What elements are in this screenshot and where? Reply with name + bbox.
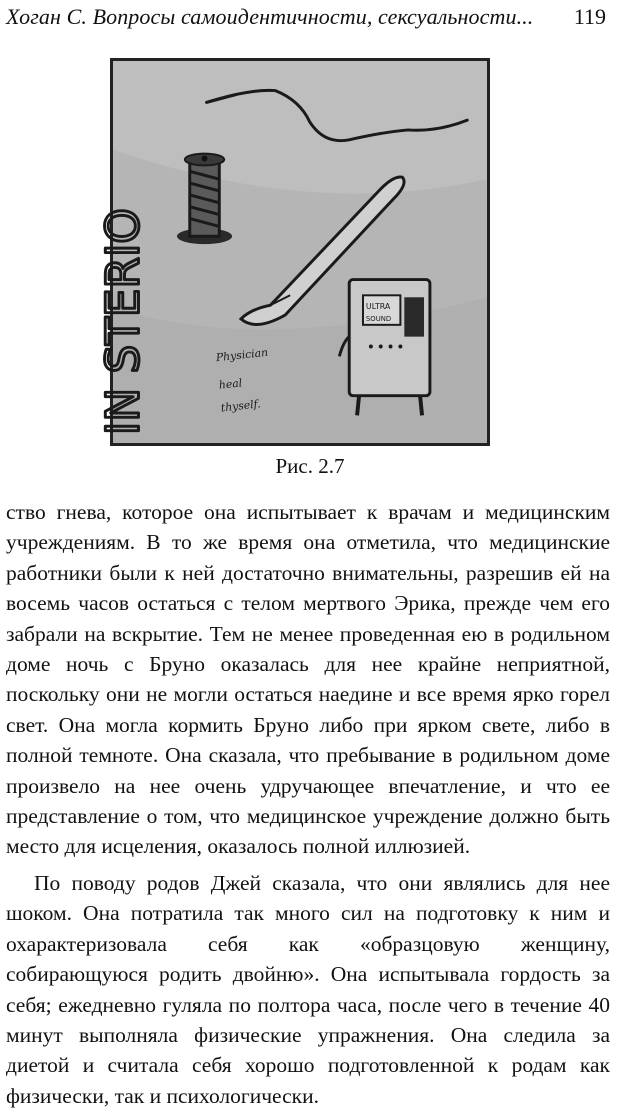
drawing-illustration <box>96 61 487 443</box>
figure-caption: Рис. 2.7 <box>275 454 345 478</box>
machine-label-sound: SOUND <box>365 314 392 323</box>
vertical-text-drawing <box>97 208 150 435</box>
running-title: Хоган С. Вопросы самоидентичности, сексуальности... <box>6 4 534 29</box>
body-text <box>6 497 610 1111</box>
handwritten-line-1: Physician <box>215 345 269 365</box>
running-header <box>6 2 606 32</box>
paragraph: ство гнева, которое она испытывает к врачам и медицинским учреждениям. В то же время она отметила, что медицинские работники были к ней достаточно внимательны, разрешив ей на восемь часов остаться с телом мертвого Эрика, прежде чем его забрали на вскрытие. Тем не менее проведенная ею в родильном доме ночь с Бруно оказалась для нее крайне неприятной, поскольку они не могли остаться наедине и все время ярко горел свет. Она могла кормить Бруно либо при ярком свете, либо в полной темноте. Она сказала, что пребывание в родильном доме произвело на нее очень удручающее впечатление, и что ее представление о том, что медицинское учреждение должно быть место для исцеления, оказалось полной иллюзией. <box>6 500 610 859</box>
paragraph: По поводу родов Джей сказала, что они являлись для нее шоком. Она потратила так много сил на подготовку к ним и охарактеризовала себя как «образцовую женщину, собирающуюся родить двойню». Она испытывала гордость за себя; ежедневно гуляла по полтора часа, после чего в течение 40 минут выполняла физические упражнения. Она следила за диетой и считала себя хорошо подготовленной к родам как физически, так и психологически. <box>6 870 610 1108</box>
handwritten-line-3: thyself. <box>220 397 262 415</box>
ultrasound-machine <box>339 280 430 416</box>
figure-drawing <box>96 58 490 446</box>
page-number: 119 <box>573 4 606 29</box>
drawing-vertical-label: IN STERIO <box>96 208 150 436</box>
machine-label-ultra: ULTRA <box>365 302 391 312</box>
handwritten-line-2: heal <box>218 376 243 392</box>
